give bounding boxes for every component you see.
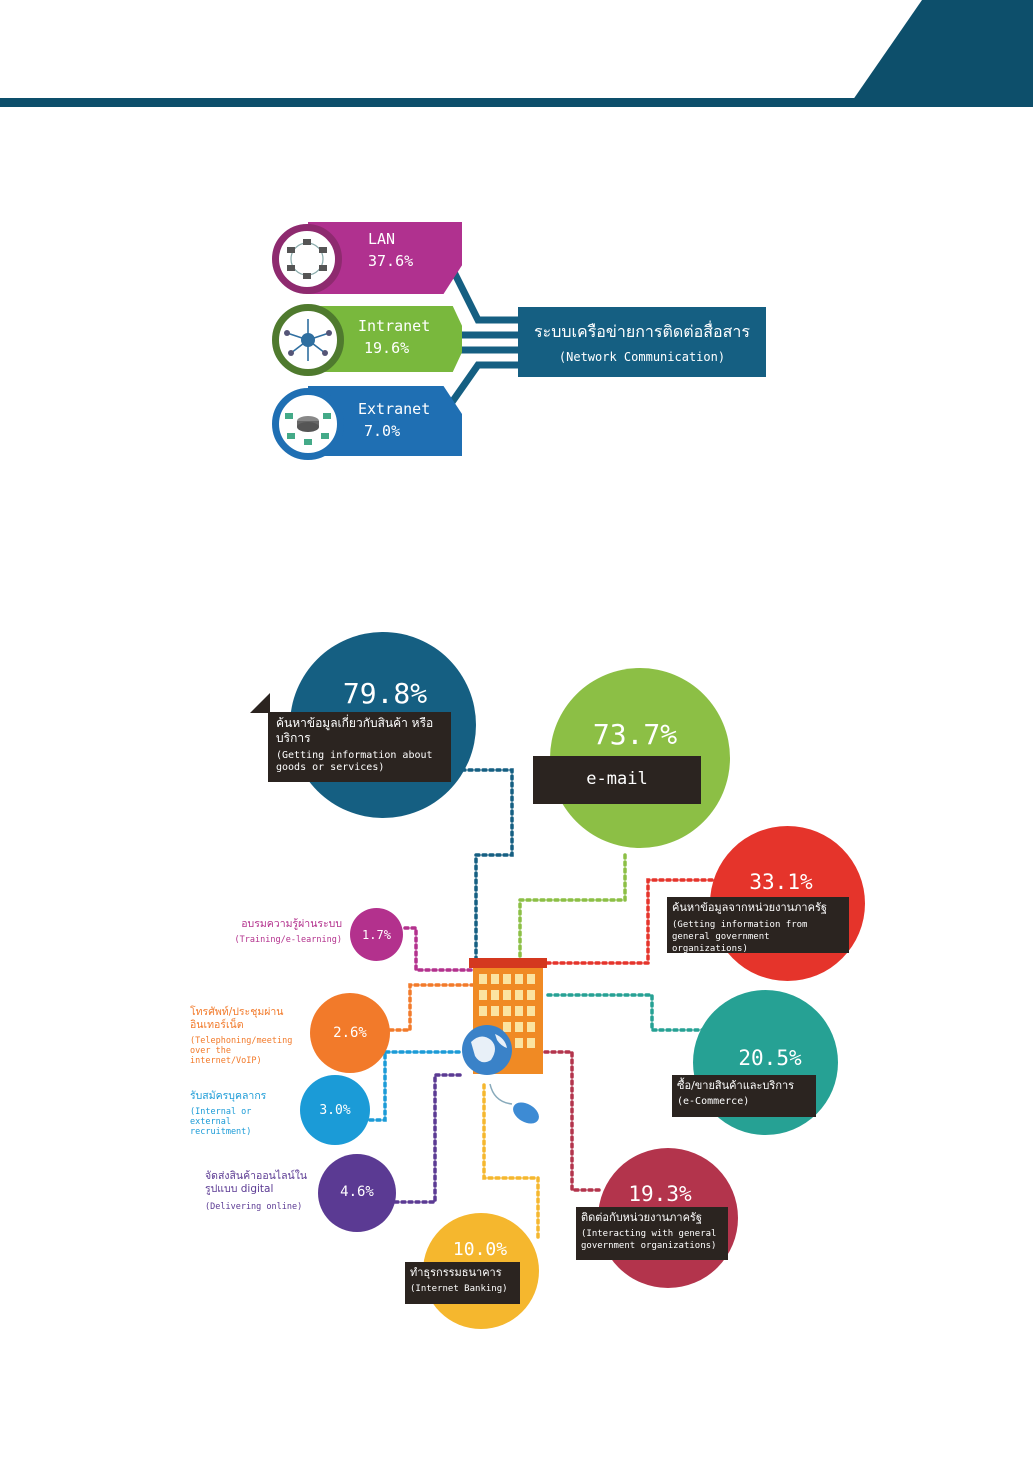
extranet-name: Extranet (358, 400, 431, 418)
usage-side-label-voip (190, 1006, 305, 1066)
usage-th-ecommerce: ซื้อ/ขายสินค้าและบริการ (677, 1079, 795, 1092)
usage-th-goods-info: ค้นหาข้อมูลเกี่ยวกับสินค้า หรือบริการ (276, 716, 434, 745)
server-network-icon (279, 395, 337, 453)
usage-label-ecommerce (672, 1075, 816, 1117)
header-tab (848, 0, 1033, 107)
network-communication-box (518, 307, 766, 377)
usage-th-gov-interact: ติดต่อกับหน่วยงานภาครัฐ (581, 1211, 702, 1224)
usage-en-recruitment: (Internal or external recruitment) (190, 1107, 252, 1137)
usage-value-gov-info: 33.1% (749, 870, 813, 894)
usage-en-ecommerce: (e-Commerce) (677, 1096, 750, 1107)
network-item-intranet (272, 302, 462, 376)
usage-th-voip: โทรศัพท์/ประชุมผ่าน อินเทอร์เน็ต (190, 1006, 284, 1031)
usage-en-training: (Training/e-learning) (234, 935, 342, 945)
usage-en-delivery: (Delivering online) (205, 1202, 303, 1212)
usage-en-gov-interact: (Interacting with general government organizations) (581, 1229, 717, 1251)
extranet-ring (272, 388, 344, 460)
intranet-value: 19.6% (364, 339, 410, 357)
usage-en-gov-info: (Getting information from general government organizations) (672, 920, 808, 954)
usage-value-delivery: 4.6% (340, 1184, 374, 1200)
usage-th-banking: ทำธุรกรรมธนาคาร (410, 1266, 502, 1279)
usage-side-label-delivery (205, 1170, 317, 1212)
usage-side-label-training (150, 918, 342, 945)
usage-value-email: 73.7% (592, 718, 678, 751)
usage-en-banking: (Internet Banking) (410, 1284, 508, 1294)
usage-label-gov-info (667, 897, 849, 953)
intranet-ring (272, 304, 344, 376)
usage-en-email: e-mail (586, 769, 648, 789)
network-ring-icon (279, 231, 335, 287)
usage-side-label-recruitment (190, 1090, 295, 1137)
network-item-lan (272, 222, 462, 294)
usage-value-goods-info: 79.8% (342, 677, 428, 710)
network-hub-icon (279, 311, 337, 369)
header-bar (0, 98, 860, 107)
usage-value-voip: 2.6% (333, 1025, 367, 1041)
lan-ring (272, 224, 342, 294)
office-building-globe-icon (455, 950, 565, 1080)
usage-value-gov-interact: 19.3% (628, 1182, 692, 1206)
usage-th-gov-info: ค้นหาข้อมูลจากหน่วยงานภาครัฐ (672, 901, 827, 914)
usage-label-banking (405, 1262, 520, 1304)
intranet-name: Intranet (358, 317, 431, 335)
usage-en-goods-info: (Getting information about goods or services) (276, 750, 433, 773)
extranet-value: 7.0% (364, 422, 401, 440)
usage-value-training: 1.7% (362, 928, 391, 942)
network-title-en: (Network Communication) (558, 350, 726, 364)
mouse-icon (488, 1082, 548, 1127)
usage-en-voip: (Telephoning/meeting over the internet/VoIP) (190, 1036, 293, 1066)
network-item-extranet (272, 386, 462, 458)
usage-th-training: อบรมความรู้ผ่านระบบ (241, 918, 342, 930)
usage-th-delivery: จัดส่งสินค้าออนไลน์ใน รูปแบบ digital (205, 1170, 308, 1195)
usage-label-goods-info (268, 712, 451, 782)
usage-th-recruitment: รับสมัครบุคลากร (190, 1090, 267, 1102)
lan-value: 37.6% (368, 252, 414, 270)
usage-value-banking: 10.0% (452, 1239, 508, 1260)
usage-value-recruitment: 3.0% (319, 1103, 351, 1118)
building-icon (455, 950, 565, 1080)
usage-label-gov-interact (576, 1207, 728, 1260)
lan-name: LAN (368, 230, 396, 248)
usage-value-ecommerce: 20.5% (738, 1046, 802, 1070)
network-title-th: ระบบเครือข่ายการติดต่อสื่อสาร (534, 322, 750, 341)
usage-label-email (533, 756, 701, 804)
